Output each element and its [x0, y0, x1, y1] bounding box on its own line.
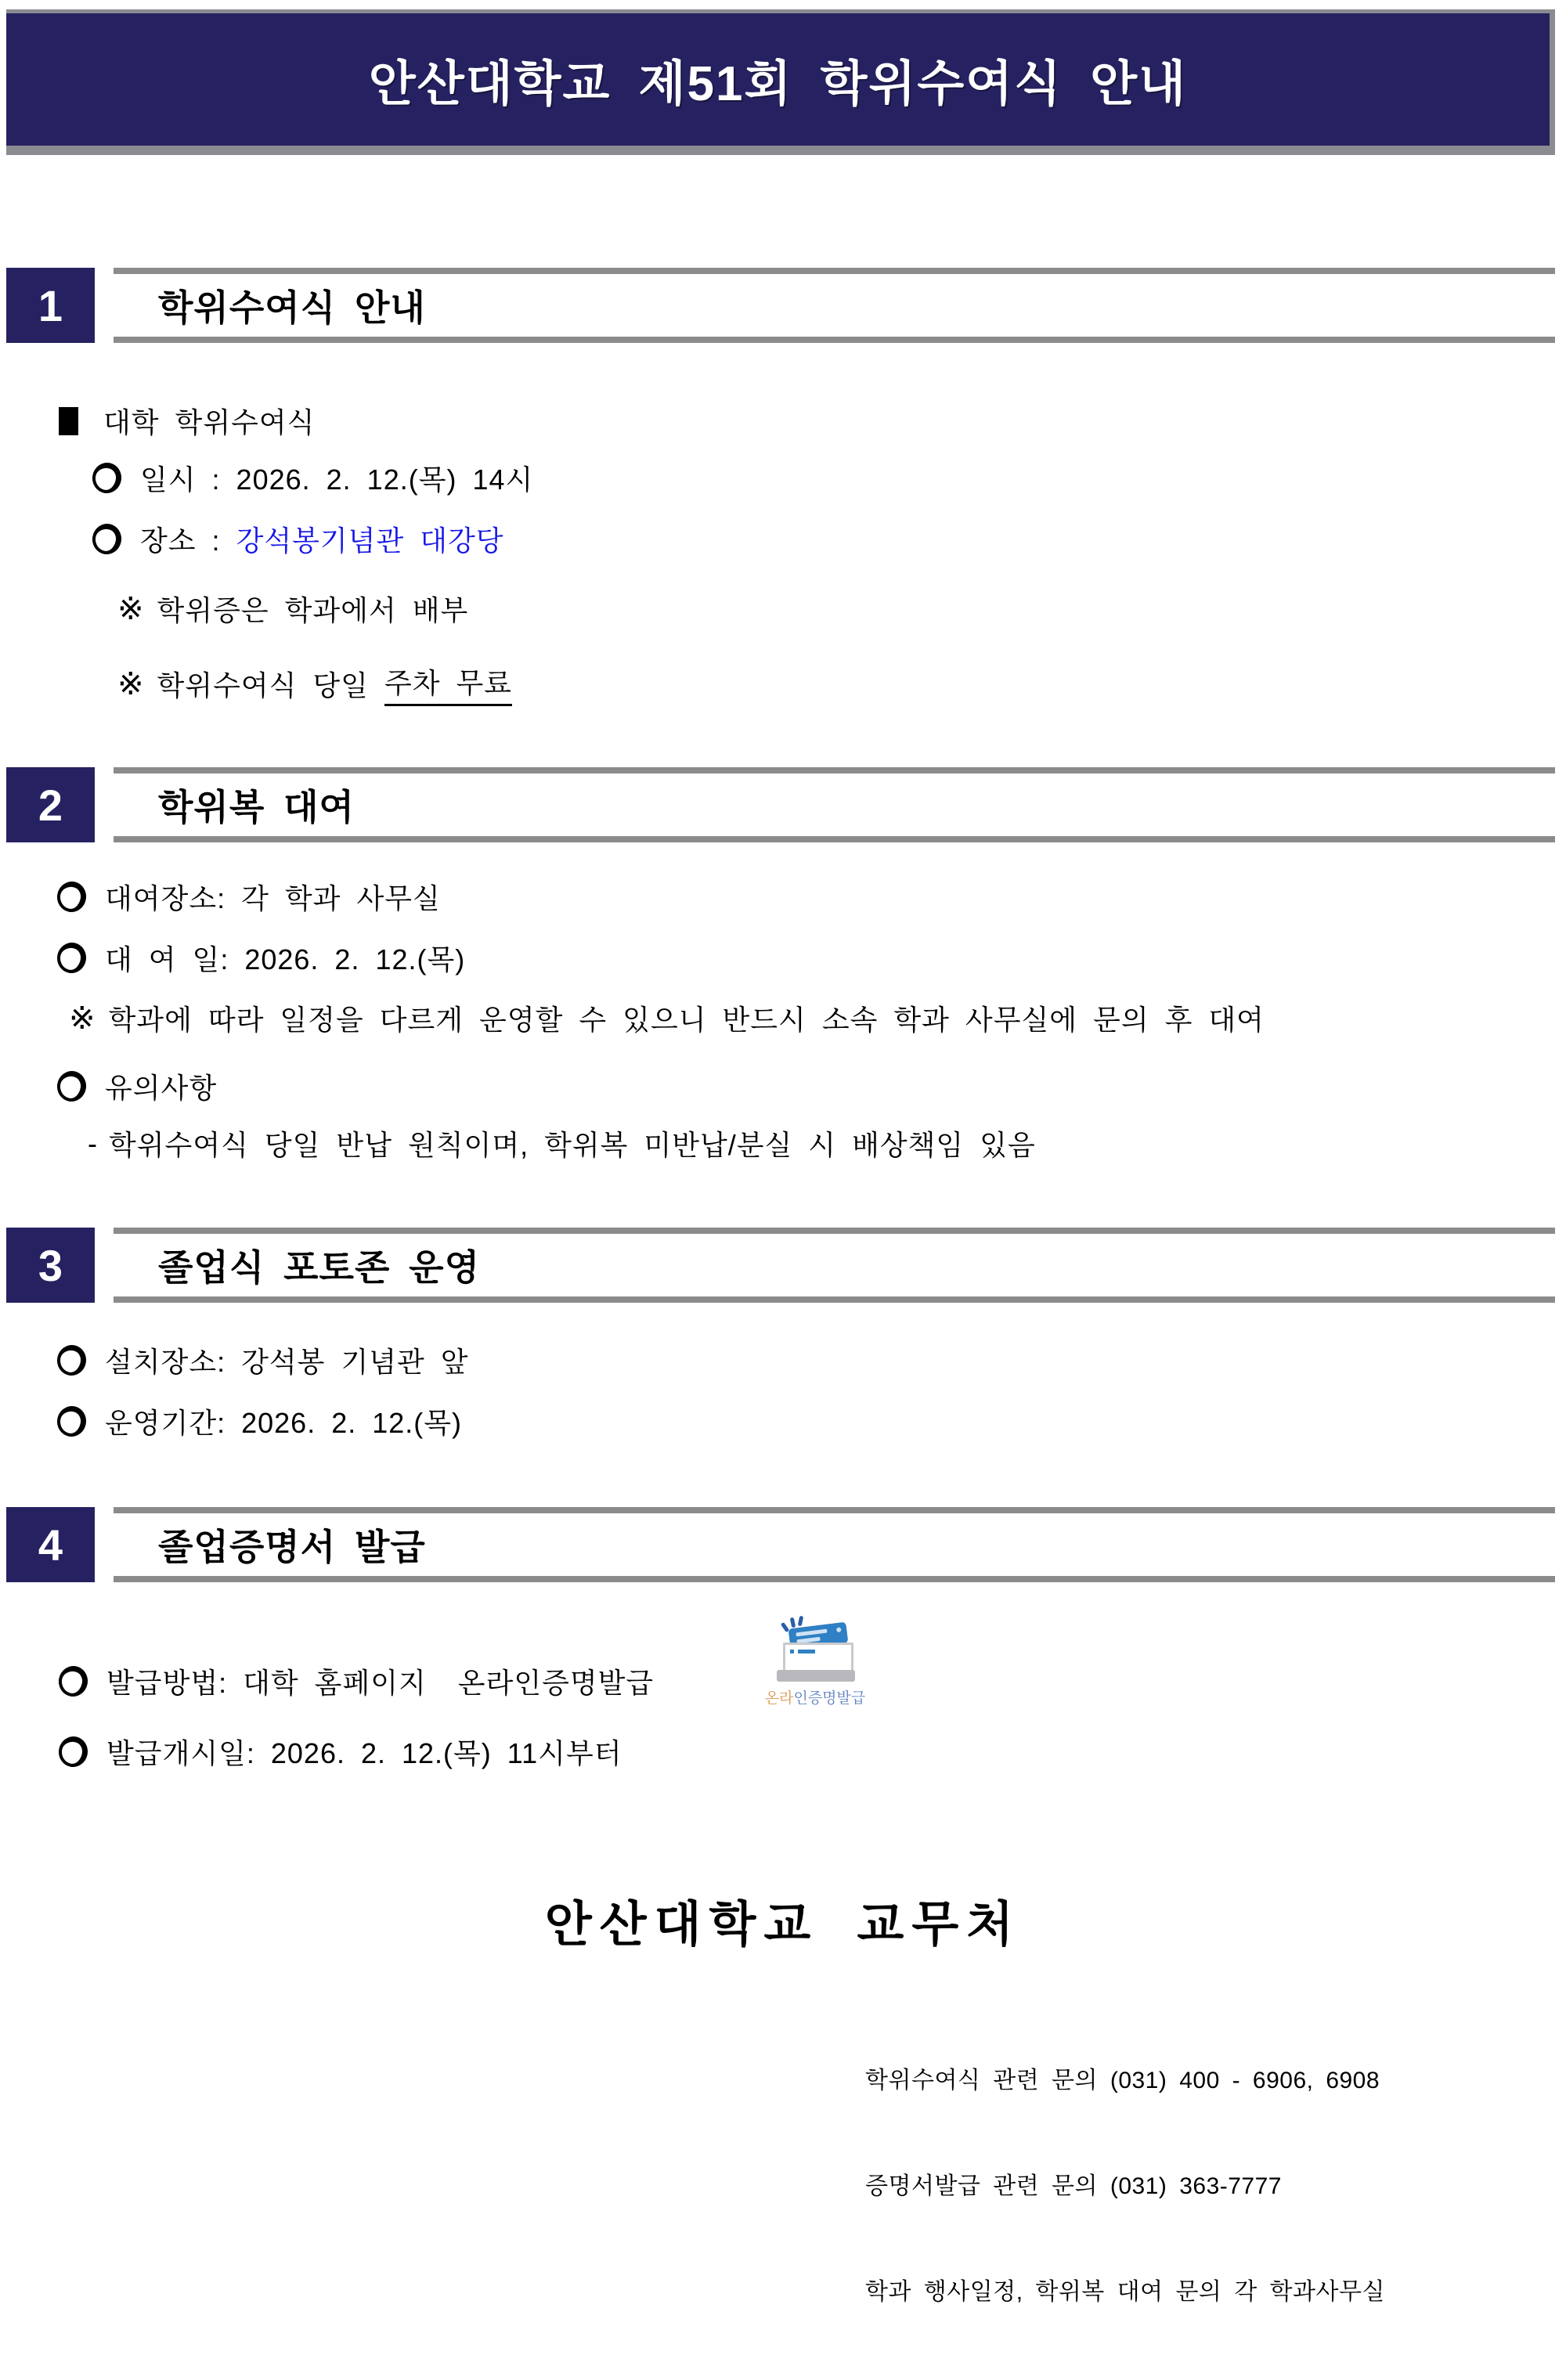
list-item	[117, 589, 468, 629]
contact-line: 학위수여식 관련 문의 (031) 400 - 6906, 6908	[865, 2068, 1380, 2093]
dash-bullet: -	[88, 1127, 98, 1159]
list-item-text: 설치장소: 강석봉 기념관 앞	[105, 1346, 469, 1378]
list-item-text: 운영기간: 2026. 2. 12.(목)	[105, 1407, 463, 1439]
list-item-text: 유의사항	[105, 1072, 218, 1104]
title-banner	[6, 9, 1555, 155]
list-item-text: 장소 :	[140, 525, 236, 557]
section-4-header	[0, 1507, 1566, 1582]
section-1-number: 1	[38, 280, 63, 330]
section-2-number: 2	[38, 780, 63, 830]
venue-link[interactable]: 강석봉기념관 대강당	[236, 525, 504, 557]
section-2-header	[0, 767, 1566, 842]
page-title: 안산대학교 제51회 학위수여식 안내	[368, 57, 1188, 111]
list-item-text: 학위수여식 당일 반납 원칙이며, 학위복 미반납/분실 시 배상책임 있음	[109, 1129, 1036, 1161]
printer-base	[777, 1670, 855, 1682]
list-item	[57, 877, 441, 917]
list-item-text: 발급개시일: 2026. 2. 12.(목) 11시부터	[106, 1737, 622, 1769]
section-3-number: 3	[38, 1240, 63, 1290]
section-1-header	[0, 268, 1566, 343]
list-item	[59, 401, 315, 441]
contact-info-block	[865, 1992, 1385, 2380]
list-item	[92, 519, 504, 559]
list-item	[59, 1661, 654, 1701]
list-item-text: 학위증은 학과에서 배부	[157, 594, 469, 626]
contact-line: 학과 행사일정, 학위복 대여 문의 각 학과사무실	[865, 2279, 1385, 2305]
circle-bullet-icon	[56, 1664, 90, 1699]
square-bullet-icon	[59, 407, 78, 435]
online-certificate-printer-icon	[764, 1611, 866, 1707]
circle-bullet-icon	[90, 460, 124, 496]
list-item	[57, 1340, 469, 1380]
section-2-number-box	[6, 767, 95, 842]
section-3-rule	[114, 1228, 1555, 1303]
section-3-number-box	[6, 1228, 95, 1303]
circle-bullet-icon	[55, 1404, 88, 1439]
list-item	[59, 1732, 622, 1772]
circle-bullet-icon	[55, 879, 88, 914]
section-4-number-box	[6, 1507, 95, 1582]
section-4-number: 4	[38, 1520, 63, 1570]
circle-bullet-icon	[55, 940, 88, 975]
section-1-title: 학위수여식 안내	[158, 287, 426, 328]
printer-paper	[783, 1643, 853, 1672]
list-item-text: 발급방법: 대학 홈페이지 온라인증명발급	[106, 1667, 655, 1699]
list-item-text: 대학 학위수여식	[103, 406, 316, 438]
circle-bullet-icon	[56, 1734, 90, 1769]
list-item	[57, 1066, 217, 1106]
list-item-text: 대여장소: 각 학과 사무실	[105, 882, 441, 914]
list-item	[69, 998, 1265, 1038]
list-item	[88, 1123, 1036, 1163]
section-2-rule	[114, 767, 1555, 842]
underlined-text: 주차 무료	[384, 662, 512, 706]
spark-icon	[798, 1616, 804, 1627]
reference-mark-icon: ※	[117, 591, 145, 626]
list-item-text: 일시 : 2026. 2. 12.(목) 14시	[140, 463, 534, 496]
section-1-number-box	[6, 268, 95, 343]
list-item-text: 학위수여식 당일	[157, 669, 384, 701]
section-1-rule	[114, 268, 1555, 343]
circle-bullet-icon	[90, 521, 124, 557]
spark-icon	[790, 1617, 796, 1628]
list-item-text: 학과에 따라 일정을 다르게 운영할 수 있으니 반드시 소속 학과 사무실에 문의 후 대여	[108, 1004, 1265, 1036]
section-3-title: 졸업식 포토존 운영	[158, 1247, 481, 1288]
reference-mark-icon: ※	[69, 1001, 96, 1036]
list-item-text: 대 여 일: 2026. 2. 12.(목)	[105, 943, 466, 975]
list-item	[117, 662, 512, 706]
contact-line: 증명서발급 관련 문의 (031) 363-7777	[865, 2173, 1282, 2199]
circle-bullet-icon	[55, 1343, 88, 1378]
section-3-header	[0, 1228, 1566, 1303]
section-4-title: 졸업증명서 발급	[158, 1527, 426, 1567]
list-item	[57, 938, 465, 978]
reference-mark-icon: ※	[117, 666, 145, 701]
section-2-title: 학위복 대여	[158, 787, 355, 828]
icon-caption: 온라인증명발급	[764, 1690, 866, 1707]
section-4-rule	[114, 1507, 1555, 1582]
list-item	[92, 458, 533, 498]
circle-bullet-icon	[55, 1069, 88, 1104]
list-item	[57, 1401, 462, 1441]
issuing-office-title: 안산대학교 교무처	[544, 1898, 1022, 1952]
